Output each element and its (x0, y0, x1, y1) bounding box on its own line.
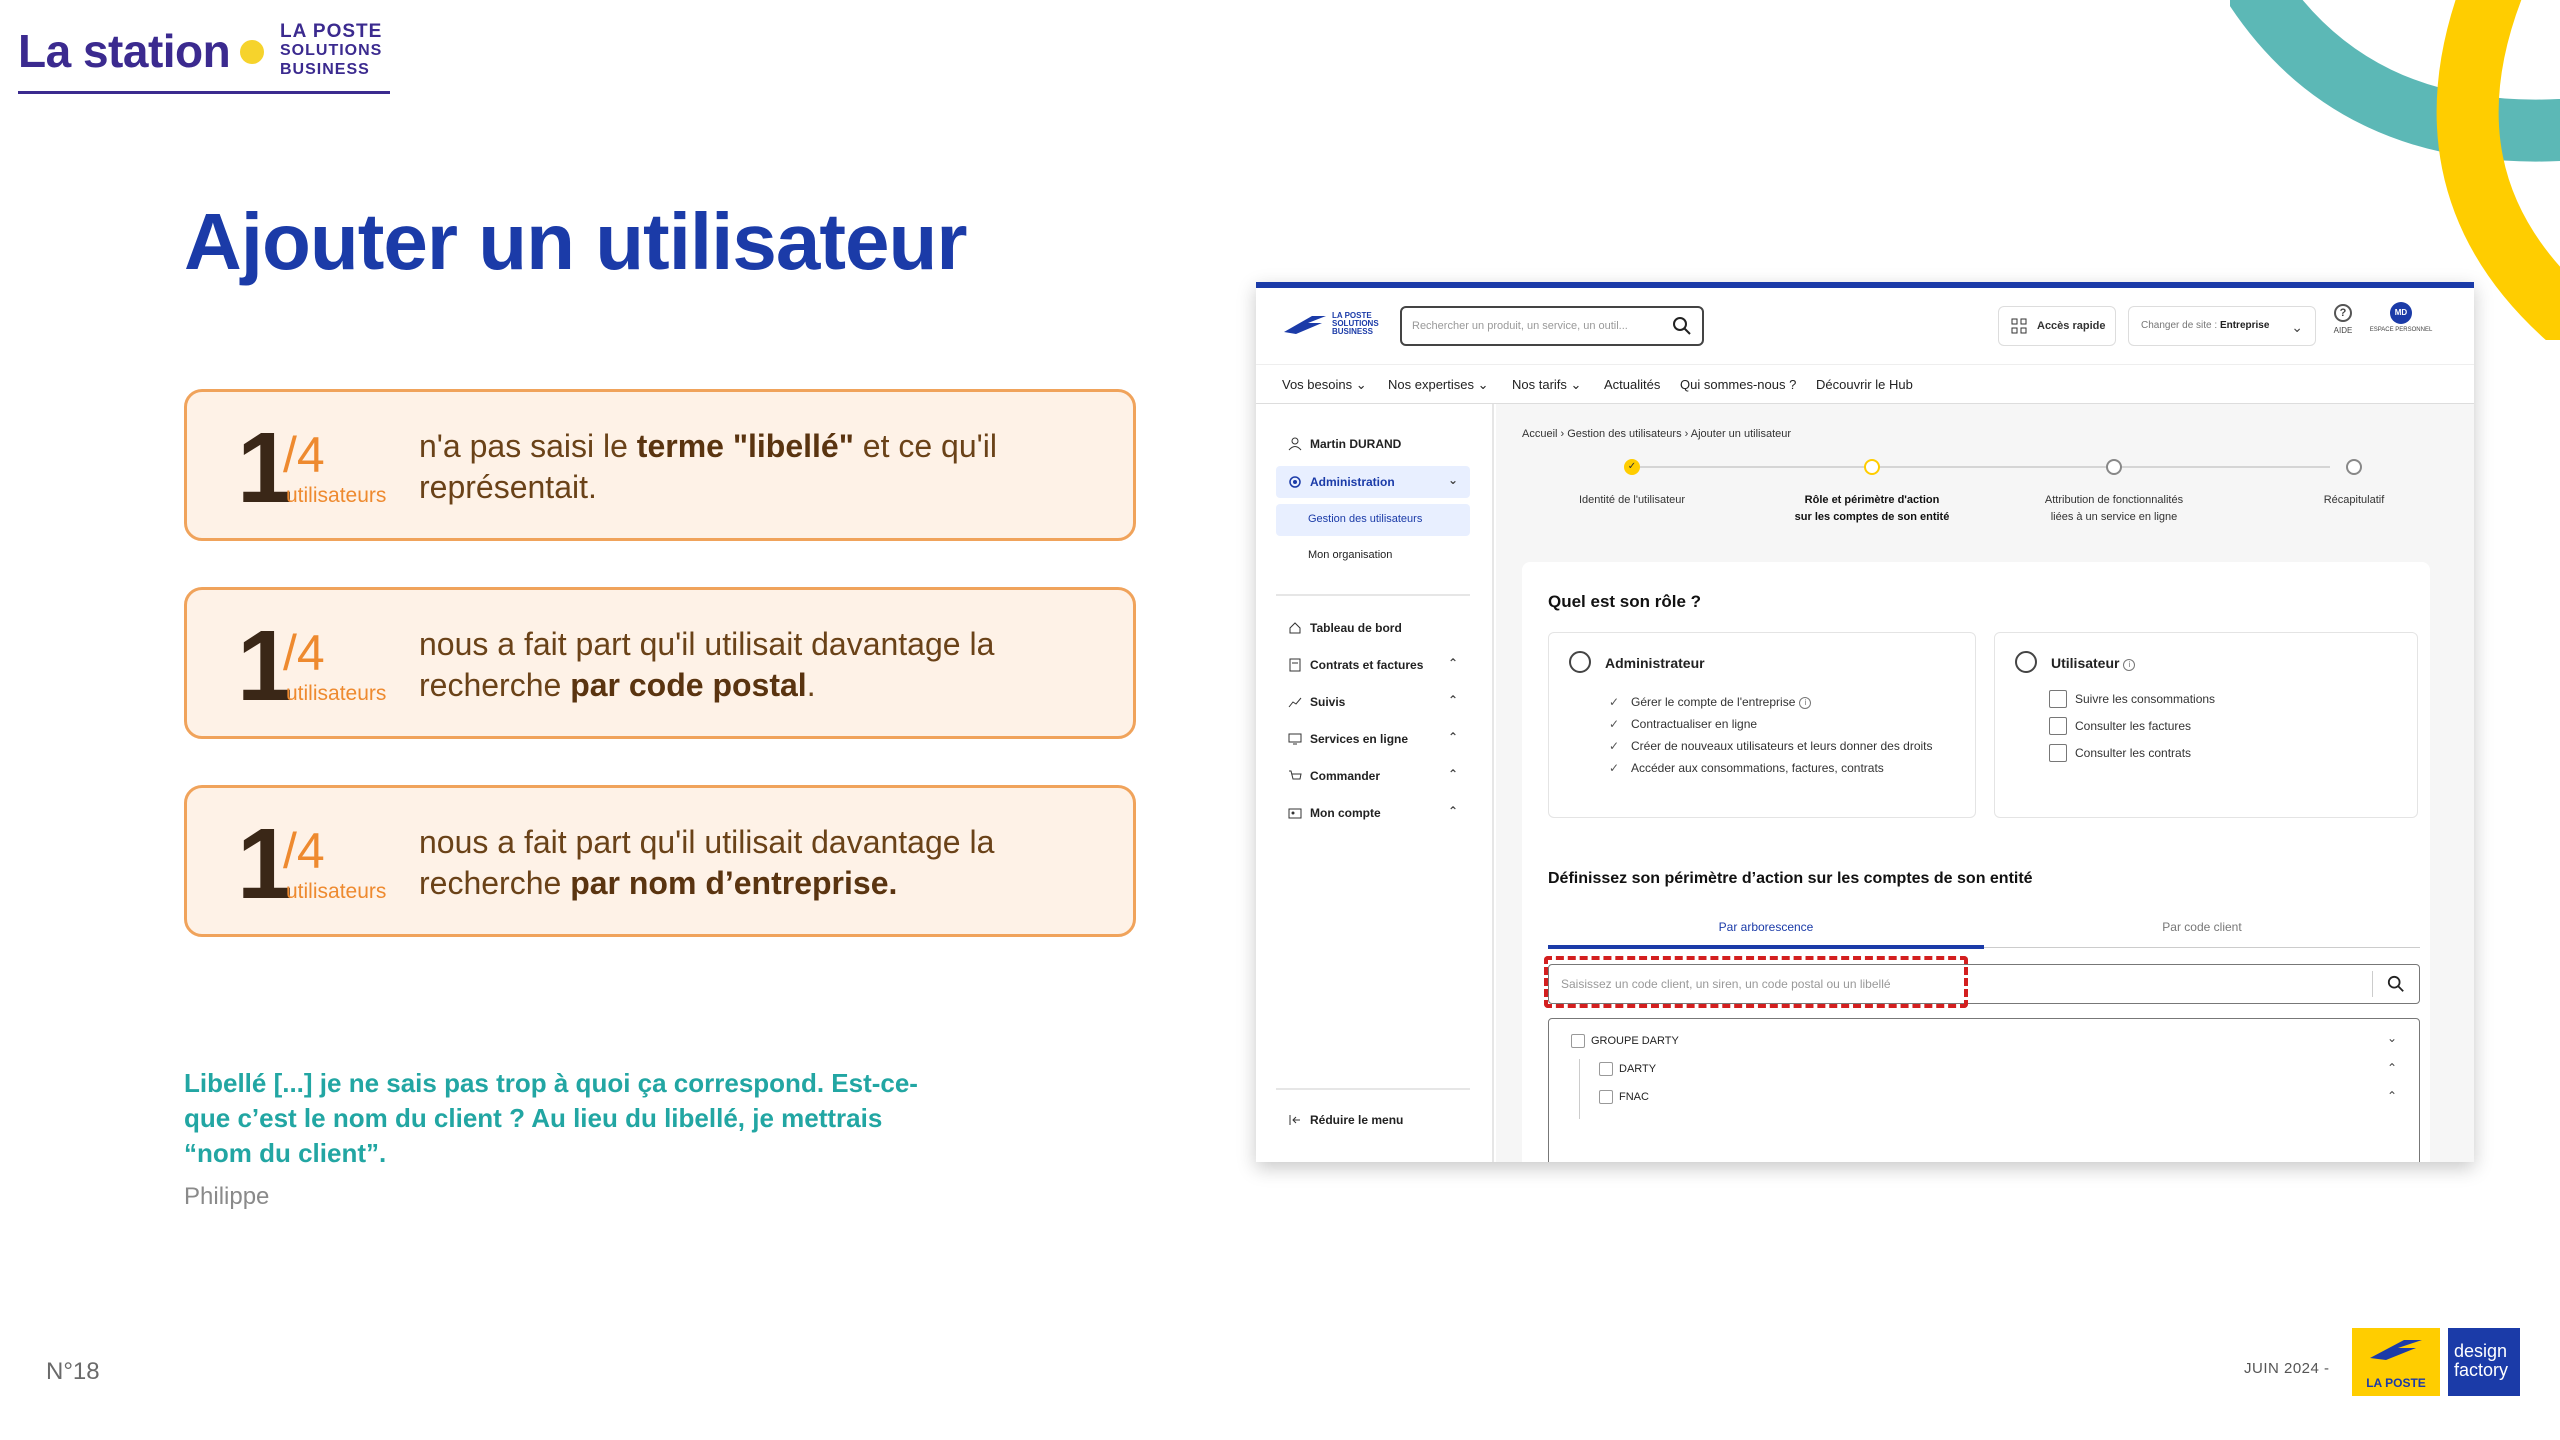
breadcrumb-link[interactable]: Gestion des utilisateurs (1567, 428, 1682, 440)
info-icon[interactable]: i (1799, 697, 1811, 709)
nav-item-nos-expertises[interactable]: Nos expertises ⌄ (1388, 377, 1489, 392)
site-selector[interactable]: Changer de site : Entreprise ⌄ (2128, 306, 2316, 346)
avatar: MD (2390, 302, 2412, 324)
sidebar-item-tableau-de-bord[interactable]: Tableau de bord (1276, 612, 1470, 644)
user-icon (1288, 437, 1302, 451)
chevron-down-icon: ⌄ (1447, 473, 1458, 487)
sidebar-item-suivis[interactable]: Suivis ⌃ (1276, 686, 1470, 718)
breadcrumb-current: Ajouter un utilisateur (1690, 428, 1792, 440)
stat-numerator: 1 (237, 610, 293, 722)
chart-icon (1288, 695, 1302, 709)
option-checkbox[interactable]: Consulter les factures (2049, 716, 2191, 736)
stat-text: nous a fait part qu'il utilisait davantage la recherche par code postal. (419, 626, 995, 703)
search-divider (2372, 971, 2373, 997)
info-icon[interactable]: i (2123, 659, 2135, 671)
quick-access-button[interactable]: Accès rapide (1998, 306, 2116, 346)
permission-item: ✓ Contractualiser en ligne (1609, 713, 1969, 735)
role-card-admin[interactable] (1548, 632, 1976, 818)
page-number: N°18 (46, 1358, 100, 1385)
chevron-up-icon: ⌃ (1447, 767, 1458, 781)
brand-name: La station (18, 25, 231, 77)
sidebar-divider (1276, 594, 1470, 596)
account-icon (1288, 806, 1302, 820)
role-name: Administrateur (1605, 655, 1705, 671)
app-main (1496, 404, 2474, 1162)
nav-item-actualites[interactable]: Actualités (1604, 377, 1661, 392)
chevron-up-icon[interactable]: ⌃ (2386, 1061, 2397, 1075)
step-label-current: Rôle et périmètre d'action sur les comptes de son entité (1794, 494, 1950, 523)
brand-logo (18, 18, 390, 94)
screen-icon (1288, 732, 1302, 746)
step-current-icon (1864, 459, 1880, 475)
permission-item: ✓ Créer de nouveaux utilisateurs et leurs donner des droits (1609, 735, 1969, 757)
sidebar-user[interactable]: Martin DURAND (1276, 428, 1470, 460)
stat-numerator: 1 (237, 412, 293, 524)
sidebar-item-mon-compte[interactable]: Mon compte ⌃ (1276, 797, 1470, 829)
step-label: Attribution de fonctionnalités liées à un service en ligne (2044, 494, 2184, 523)
stat-unit: utilisateurs (286, 880, 387, 903)
checkbox[interactable] (1599, 1062, 1613, 1076)
stat-card (184, 785, 1136, 937)
step-done-icon: ✓ (1624, 459, 1640, 475)
checkbox[interactable] (1599, 1090, 1613, 1104)
sidebar-item-services-en-ligne[interactable]: Services en ligne ⌃ (1276, 723, 1470, 755)
option-checkbox[interactable]: Consulter les contrats (2049, 743, 2191, 763)
step-pending-icon (2346, 459, 2362, 475)
nav-item-vos-besoins[interactable]: Vos besoins ⌄ (1282, 377, 1367, 392)
sidebar-item-commander[interactable]: Commander ⌃ (1276, 760, 1470, 792)
breadcrumb-link[interactable]: Accueil (1522, 428, 1558, 440)
stat-denominator: /4 (283, 427, 325, 483)
checkbox[interactable] (2049, 717, 2067, 735)
tree-node[interactable]: DARTY (1599, 1061, 1656, 1077)
home-icon (1288, 621, 1302, 635)
collapse-icon (1288, 1113, 1302, 1127)
gear-icon (1288, 475, 1302, 489)
role-card-user[interactable] (1994, 632, 2418, 818)
la-poste-logo: LA POSTE (2352, 1328, 2440, 1396)
user-quote: Libellé [...] je ne sais pas trop à quoi ça correspond. Est-ce-que c’est le nom du client ? Au lieu du libellé, je mettrais “nom du client”. (184, 1068, 918, 1168)
tab-par-arborescence[interactable]: Par arborescence (1718, 920, 1814, 934)
chevron-up-icon[interactable]: ⌃ (2386, 1089, 2397, 1103)
sidebar-item-contrats-factures[interactable]: Contrats et factures ⌃ (1276, 649, 1470, 681)
footer-date: JUIN 2024 - (2244, 1360, 2330, 1377)
stat-card (184, 389, 1136, 541)
tree-guide-line (1579, 1059, 1580, 1119)
stat-card (184, 587, 1136, 739)
help-button[interactable]: ? AIDE (2330, 304, 2356, 344)
tree-node[interactable]: GROUPE DARTY (1571, 1033, 1679, 1049)
breadcrumb: Accueil › Gestion des utilisateurs › Ajouter un utilisateur (1522, 428, 1792, 440)
account-tree (1548, 1018, 2420, 1162)
cart-icon (1288, 769, 1302, 783)
nav-item-decouvrir-hub[interactable]: Découvrir le Hub (1816, 377, 1913, 392)
nav-item-qui-sommes-nous[interactable]: Qui sommes-nous ? (1680, 377, 1797, 392)
chevron-up-icon: ⌃ (1447, 693, 1458, 707)
stat-unit: utilisateurs (286, 484, 387, 507)
collapse-menu-button[interactable]: Réduire le menu (1276, 1104, 1470, 1136)
chevron-up-icon: ⌃ (1447, 804, 1458, 818)
tab-par-code-client[interactable]: Par code client (2162, 920, 2242, 934)
search-icon[interactable] (2387, 975, 2405, 993)
stat-text: n'a pas saisi le terme "libellé" et ce qu'il représentait. (419, 428, 997, 505)
chevron-down-icon: ⌄ (2291, 319, 2303, 335)
nav-item-nos-tarifs[interactable]: Nos tarifs ⌄ (1512, 377, 1582, 392)
app-logo[interactable]: LA POSTE SOLUTIONS BUSINESS (1282, 310, 1378, 340)
grid-icon (2011, 318, 2027, 334)
scope-title: Définissez son périmètre d’action sur les comptes de son entité (1548, 870, 2033, 887)
stat-denominator: /4 (283, 823, 325, 879)
checkbox[interactable] (1571, 1034, 1585, 1048)
active-tab-indicator (1548, 945, 1984, 949)
admin-radio[interactable] (1569, 651, 1591, 673)
sidebar-subitem-mon-organisation[interactable]: Mon organisation (1308, 549, 1393, 561)
role-panel (1522, 562, 2430, 1162)
permission-item: ✓ Accéder aux consommations, factures, contrats (1609, 757, 1969, 779)
stat-unit: utilisateurs (286, 682, 387, 705)
app-sidebar (1256, 404, 1494, 1162)
brand-dot (240, 40, 264, 64)
user-radio[interactable] (2015, 651, 2037, 673)
app-header (1256, 288, 2474, 364)
design-factory-logo: design factory (2448, 1328, 2520, 1396)
search-icon[interactable] (1672, 316, 1692, 336)
annotation-highlight (1544, 956, 1968, 1008)
chevron-down-icon[interactable]: ⌄ (2386, 1031, 2397, 1045)
personal-space-button[interactable]: MD ESPACE PERSONNEL (2366, 302, 2436, 346)
quote-author: Philippe (184, 1183, 270, 1210)
chevron-up-icon: ⌃ (1447, 730, 1458, 744)
sidebar-item-administration[interactable]: Administration ⌄ (1276, 466, 1470, 498)
tree-node[interactable]: FNAC (1599, 1089, 1649, 1105)
admin-permissions (1609, 691, 1969, 779)
role-name: Utilisateur i (2051, 655, 2135, 671)
permission-item: ✓ Gérer le compte de l'entreprise i (1609, 691, 1969, 713)
bird-icon (1282, 310, 1330, 340)
help-icon: ? (2334, 304, 2352, 322)
main-nav (1256, 364, 2474, 404)
stepper-track (1632, 466, 2330, 468)
app-screenshot (1256, 282, 2474, 1162)
slide-title: Ajouter un utilisateur (184, 197, 967, 286)
app-search-input[interactable]: Rechercher un produit, un service, un outil... (1400, 306, 1704, 346)
document-icon (1288, 658, 1302, 672)
step-label: Identité de l'utilisateur (1578, 494, 1686, 506)
sidebar-divider (1276, 1088, 1470, 1090)
scope-search-input[interactable]: Saisissez un code client, un siren, un code postal ou un libellé (1548, 964, 2420, 1004)
bird-icon (2352, 1328, 2440, 1372)
sidebar-subitem-gestion-utilisateurs[interactable]: Gestion des utilisateurs (1276, 504, 1470, 536)
scope-tabs (1548, 910, 2420, 948)
stat-denominator: /4 (283, 625, 325, 681)
role-question: Quel est son rôle ? (1548, 592, 1702, 611)
stat-numerator: 1 (237, 808, 293, 920)
step-pending-icon (2106, 459, 2122, 475)
checkbox[interactable] (2049, 690, 2067, 708)
brand-subtitle: LA POSTE SOLUTIONS BUSINESS (280, 21, 383, 78)
option-checkbox[interactable]: Suivre les consommations (2049, 689, 2215, 709)
checkbox[interactable] (2049, 744, 2067, 762)
step-label: Récapitulatif (2323, 494, 2385, 506)
chevron-up-icon: ⌃ (1447, 656, 1458, 670)
stat-text: nous a fait part qu'il utilisait davantage la recherche par nom d’entreprise. (419, 824, 995, 901)
